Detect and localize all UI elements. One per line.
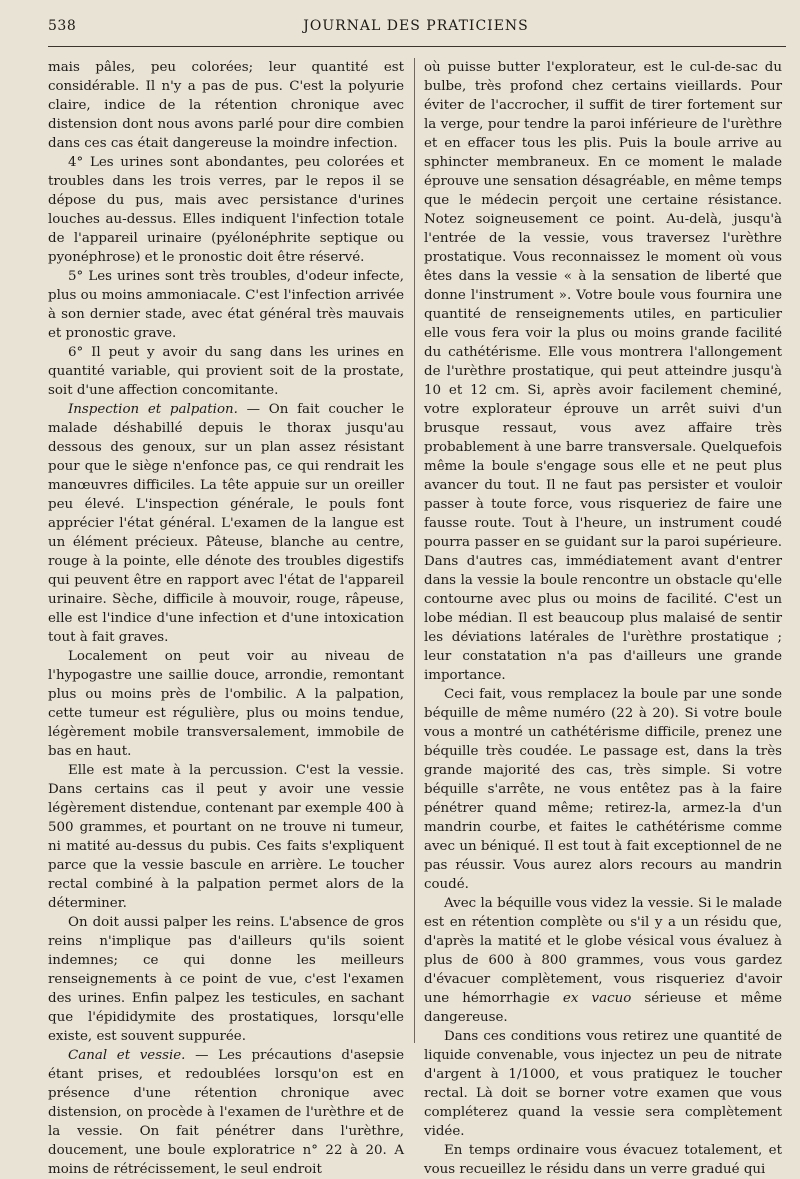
- paragraph: Localement on peut voir au niveau de l'hypogastre une saillie douce, arrondie, remontant plus ou moins près de l'ombilic. A la palpation, cette tumeur est régulière, plus ou moins tendue, légèrement mobile transversalement, immobile de bas en haut.: [48, 649, 404, 759]
- paragraph: Ceci fait, vous remplacez la boule par une sonde béquille de même numéro (22 à 20). Si votre boule vous a montré un cathétérisme difficile, prenez une béquille très coudée. Le passage est, dans la très grande majorité des cas, très simple. Si votre béquille s'arrête, ne vous entêtez pas à la faire pénétrer quand même; retirez-la, armez-la d'un mandrin courbe, et faites le cathétérisme comme avec un béniqué. Il est tout à fait exceptionnel de ne pas réussir. Vous aurez alors recours au mandrin coudé.: [424, 687, 782, 892]
- section-heading: Inspection et palpation.: [68, 402, 238, 417]
- paragraph-text: Avec la béquille vous videz la vessie. Si le malade est en rétention complète ou s'il y a un résidu que, d'après la matité et le globe vésical vous évaluez à plus de 600 à 800 grammes, vous vous gardez d'évacuer complètement, vous risqueriez d'avoir une hémorrhagie: [424, 896, 782, 1006]
- paragraph: 5° Les urines sont très troubles, d'odeur infecte, plus ou moins ammoniacale. C'est l'infection arrivée à son dernier stade, avec état général très mauvais et pronostic grave.: [48, 269, 404, 341]
- paragraph: Elle est mate à la percussion. C'est la vessie. Dans certains cas il peut y avoir une vessie légèrement distendue, contenant par exemple 400 à 500 grammes, et pourtant on ne trouve ni tumeur, ni matité au-dessus du pubis. Ces faits s'expliquent parce que la vessie bascule en arrière. Le toucher rectal combiné à la palpation permet alors de la déterminer.: [48, 763, 404, 911]
- paragraph: [424, 894, 782, 1027]
- paragraph: [48, 400, 404, 647]
- paragraph: 4° Les urines sont abondantes, peu colorées et troubles dans les trois verres, par le repos il se dépose du pus, mais avec persistance d'urines louches au-dessus. Elles indiquent l'infection totale de l'appareil urinaire (pyélonéphrite septique ou pyonéphrose) et le pronostic doit être réservé.: [48, 155, 404, 265]
- paragraph-text: — Les précautions d'asepsie étant prises, et redoublées lorsqu'on est en présence d'une rétention chronique avec distension, on procède à l'examen de l'urèthre et de la vessie. On fait pénétrer dans l'urèthre, doucement, une boule exploratrice n° 22 à 20. A moins de rétrécissement, le seul endroit: [48, 1048, 404, 1177]
- paragraph-text: sérieuse et même dangereuse.: [424, 991, 783, 1025]
- paragraph: En temps ordinaire vous évacuez totalement, et vous recueillez le résidu dans un verre gradué qui: [424, 1143, 782, 1177]
- header-rule: [48, 46, 786, 47]
- paragraph: On doit aussi palper les reins. L'absence de gros reins n'implique pas d'ailleurs qu'ils soient indemnes; ce qui donne les meilleurs renseignements à ce point de vue, c'est l'examen des urines. Enfin palpez les testicules, en sachant que l'épididymite des prostatiques, lorsqu'elle existe, est souvent suppurée.: [48, 915, 404, 1044]
- latin-term: ex vacuo: [562, 991, 632, 1006]
- paragraph: 6° Il peut y avoir du sang dans les urines en quantité variable, qui provient soit de la prostate, soit d'une affection concomitante.: [48, 345, 404, 398]
- running-title: JOURNAL DES PRATICIENS: [303, 18, 529, 34]
- paragraph: [48, 1046, 404, 1179]
- left-column: [48, 58, 404, 1179]
- page-number: 538: [48, 18, 77, 34]
- paragraph: mais pâles, peu colorées; leur quantité est considérable. Il n'y a pas de pus. C'est la polyurie claire, indice de la rétention chronique avec distension dont nous avons parlé pour dire combien dans ces cas était dangereuse la moindre infection.: [48, 60, 404, 151]
- paragraph: où puisse butter l'explorateur, est le cul-de-sac du bulbe, très profond chez certains vieillards. Pour éviter de l'accrocher, il suffit de tirer fortement sur la verge, pour tendre la paroi inférieure de l'urèthre et en effacer tous les plis. Puis la boule arrive au sphincter membraneux. En ce moment le malade éprouve une sensation désagréable, en même temps que le médecin perçoit une certaine résistance. Notez soigneusement ce point. Au-delà, jusqu'à l'entrée de la vessie, vous traversez l'urèthre prostatique. Vous reconnaissez le moment où vous êtes dans la vessie « à la sensation de liberté que donne l'instrument ». Votre boule vous fournira une quantité de renseignements utiles, en particulier elle vous fera voir la plus ou moins grande facilité du cathétérisme. Elle vous montrera l'allongement de l'urèthre prostatique, qui peut atteindre jusqu'à 10 et 12 cm. Si, après avoir facilement cheminé, votre explorateur éprouve un arrêt suivi d'un brusque ressaut, vous avez affaire très probablement à une barre transversale. Quelquefois même la boule s'engage sous elle et ne peut plus avancer du tout. Il ne faut pas persister et vouloir passer à toute force, vous risqueriez de faire une fausse route. Tout à l'heure, un instrument coudé pourra passer en se guidant sur la paroi supérieure. Dans d'autres cas, immédiatement avant d'entrer dans la vessie la boule rencontre un obstacle qu'elle contourne avec plus ou moins de facilité. C'est un lobe médian. Il est beaucoup plus malaisé de sentir les déviations latérales de l'urèthre prostatique ; leur constatation n'a pas d'ailleurs une grande importance.: [424, 60, 782, 683]
- page-header: [48, 18, 784, 40]
- paragraph: Dans ces conditions vous retirez une quantité de liquide convenable, vous injectez un peu de nitrate d'argent à 1/1000, et vous pratiquez le toucher rectal. Là doit se borner votre examen que vous compléterez quand la vessie sera complètement vidée.: [424, 1029, 782, 1139]
- paragraph-text: — On fait coucher le malade déshabillé depuis le thorax jusqu'au dessous des genoux, sur un plan assez résistant pour que le siège n'enfonce pas, ce qui rendrait les manœuvres difficiles. La tête appuie sur un oreiller peu élevé. L'inspection générale, le pouls font apprécier l'état général. L'examen de la langue est un élément précieux. Pâteuse, blanche au centre, rouge à la pointe, elle dénote des troubles digestifs qui peuvent être en rapport avec l'état de l'appareil urinaire. Sèche, difficile à mouvoir, rouge, râpeuse, elle est l'indice d'une infection et d'une intoxication tout à fait graves.: [48, 402, 404, 645]
- column-divider: [414, 58, 415, 1043]
- right-column: [424, 58, 782, 1179]
- section-heading: Canal et vessie.: [68, 1048, 186, 1063]
